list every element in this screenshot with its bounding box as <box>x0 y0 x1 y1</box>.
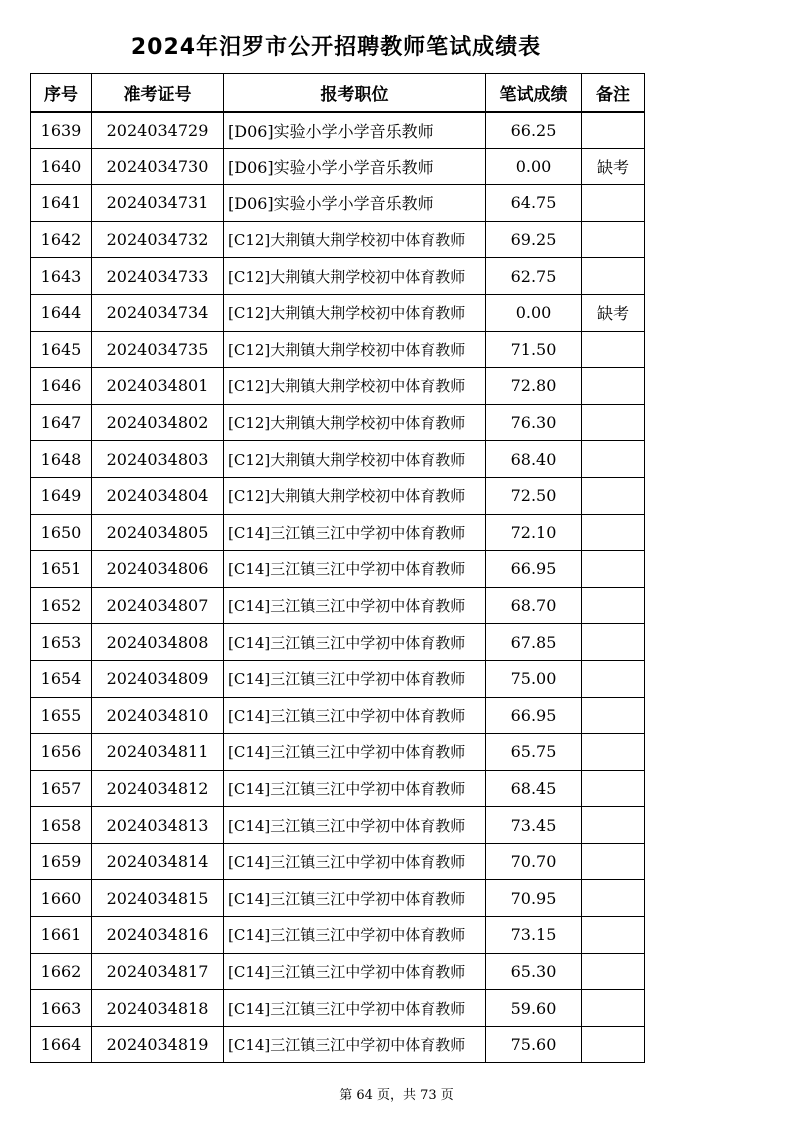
score-cell: 59.60 <box>486 990 582 1027</box>
score-cell: 73.45 <box>486 807 582 844</box>
position-cell: [C14]三江镇三江中学初中体育教师 <box>224 807 486 844</box>
ticket-number-cell: 2024034804 <box>92 477 224 514</box>
position-cell: [C14]三江镇三江中学初中体育教师 <box>224 1026 486 1063</box>
serial-cell: 1657 <box>31 770 92 807</box>
remarks-cell <box>582 880 645 917</box>
page-footer: 第 64 页，共 73 页 <box>339 1088 454 1103</box>
serial-cell: 1647 <box>31 404 92 441</box>
table-row <box>31 917 645 954</box>
ticket-number-cell: 2024034734 <box>92 294 224 331</box>
ticket-number-cell: 2024034732 <box>92 221 224 258</box>
table-row <box>31 697 645 734</box>
position-cell: [C14]三江镇三江中学初中体育教师 <box>224 990 486 1027</box>
header-ticket-number: 准考证号 <box>92 74 224 112</box>
remarks-cell <box>582 551 645 588</box>
remarks-cell <box>582 807 645 844</box>
ticket-number-cell: 2024034811 <box>92 734 224 771</box>
header-remarks: 备注 <box>582 74 645 112</box>
table-row <box>31 624 645 661</box>
table-row <box>31 404 645 441</box>
remarks-cell <box>582 660 645 697</box>
ticket-number-cell: 2024034814 <box>92 843 224 880</box>
score-cell: 73.15 <box>486 917 582 954</box>
remarks-cell <box>582 770 645 807</box>
score-cell: 69.25 <box>486 221 582 258</box>
position-cell: [C12]大荆镇大荆学校初中体育教师 <box>224 258 486 295</box>
serial-cell: 1658 <box>31 807 92 844</box>
score-cell: 0.00 <box>486 148 582 185</box>
remarks-cell <box>582 843 645 880</box>
table-row <box>31 660 645 697</box>
remarks-cell <box>582 624 645 661</box>
score-cell: 65.30 <box>486 953 582 990</box>
serial-cell: 1645 <box>31 331 92 368</box>
ticket-number-cell: 2024034816 <box>92 917 224 954</box>
table-row <box>31 843 645 880</box>
remarks-cell <box>582 953 645 990</box>
ticket-number-cell: 2024034809 <box>92 660 224 697</box>
position-cell: [D06]实验小学小学音乐教师 <box>224 185 486 222</box>
serial-cell: 1643 <box>31 258 92 295</box>
serial-cell: 1646 <box>31 368 92 405</box>
ticket-number-cell: 2024034731 <box>92 185 224 222</box>
position-cell: [C14]三江镇三江中学初中体育教师 <box>224 953 486 990</box>
remarks-cell <box>582 587 645 624</box>
ticket-number-cell: 2024034810 <box>92 697 224 734</box>
position-cell: [C14]三江镇三江中学初中体育教师 <box>224 551 486 588</box>
remarks-cell <box>582 1026 645 1063</box>
table-row <box>31 807 645 844</box>
table-header-row <box>31 74 645 112</box>
table-row <box>31 477 645 514</box>
table-row <box>31 770 645 807</box>
remarks-cell <box>582 477 645 514</box>
serial-cell: 1655 <box>31 697 92 734</box>
table-row <box>31 258 645 295</box>
ticket-number-cell: 2024034817 <box>92 953 224 990</box>
serial-cell: 1659 <box>31 843 92 880</box>
score-cell: 75.60 <box>486 1026 582 1063</box>
ticket-number-cell: 2024034801 <box>92 368 224 405</box>
ticket-number-cell: 2024034815 <box>92 880 224 917</box>
remarks-cell: 缺考 <box>582 294 645 331</box>
table-row <box>31 1026 645 1063</box>
score-cell: 72.50 <box>486 477 582 514</box>
position-cell: [C14]三江镇三江中学初中体育教师 <box>224 880 486 917</box>
score-cell: 68.45 <box>486 770 582 807</box>
serial-cell: 1642 <box>31 221 92 258</box>
ticket-number-cell: 2024034802 <box>92 404 224 441</box>
serial-cell: 1649 <box>31 477 92 514</box>
serial-cell: 1639 <box>31 112 92 149</box>
score-cell: 66.25 <box>486 112 582 149</box>
serial-cell: 1648 <box>31 441 92 478</box>
score-cell: 70.95 <box>486 880 582 917</box>
serial-cell: 1663 <box>31 990 92 1027</box>
score-cell: 70.70 <box>486 843 582 880</box>
ticket-number-cell: 2024034805 <box>92 514 224 551</box>
table-row <box>31 587 645 624</box>
position-cell: [C14]三江镇三江中学初中体育教师 <box>224 917 486 954</box>
score-cell: 76.30 <box>486 404 582 441</box>
table-row <box>31 953 645 990</box>
position-cell: [C14]三江镇三江中学初中体育教师 <box>224 734 486 771</box>
header-written-score: 笔试成绩 <box>486 74 582 112</box>
serial-cell: 1650 <box>31 514 92 551</box>
remarks-cell: 缺考 <box>582 148 645 185</box>
table-row <box>31 331 645 368</box>
position-cell: [C14]三江镇三江中学初中体育教师 <box>224 587 486 624</box>
serial-cell: 1662 <box>31 953 92 990</box>
remarks-cell <box>582 990 645 1027</box>
score-table <box>30 73 645 1063</box>
position-cell: [C14]三江镇三江中学初中体育教师 <box>224 770 486 807</box>
ticket-number-cell: 2024034803 <box>92 441 224 478</box>
ticket-number-cell: 2024034730 <box>92 148 224 185</box>
table-row <box>31 368 645 405</box>
position-cell: [C12]大荆镇大荆学校初中体育教师 <box>224 221 486 258</box>
table-row <box>31 112 645 149</box>
position-cell: [C12]大荆镇大荆学校初中体育教师 <box>224 368 486 405</box>
table-row <box>31 734 645 771</box>
ticket-number-cell: 2024034733 <box>92 258 224 295</box>
serial-cell: 1652 <box>31 587 92 624</box>
serial-cell: 1656 <box>31 734 92 771</box>
table-row <box>31 880 645 917</box>
remarks-cell <box>582 404 645 441</box>
table-row <box>31 294 645 331</box>
table-row <box>31 185 645 222</box>
ticket-number-cell: 2024034813 <box>92 807 224 844</box>
remarks-cell <box>582 331 645 368</box>
score-cell: 71.50 <box>486 331 582 368</box>
ticket-number-cell: 2024034807 <box>92 587 224 624</box>
serial-cell: 1641 <box>31 185 92 222</box>
ticket-number-cell: 2024034806 <box>92 551 224 588</box>
table-row <box>31 514 645 551</box>
serial-cell: 1664 <box>31 1026 92 1063</box>
remarks-cell <box>582 917 645 954</box>
remarks-cell <box>582 734 645 771</box>
ticket-number-cell: 2024034819 <box>92 1026 224 1063</box>
remarks-cell <box>582 441 645 478</box>
position-cell: [C12]大荆镇大荆学校初中体育教师 <box>224 477 486 514</box>
score-cell: 64.75 <box>486 185 582 222</box>
table-row <box>31 148 645 185</box>
score-cell: 72.10 <box>486 514 582 551</box>
score-cell: 66.95 <box>486 551 582 588</box>
remarks-cell <box>582 697 645 734</box>
score-cell: 72.80 <box>486 368 582 405</box>
serial-cell: 1660 <box>31 880 92 917</box>
position-cell: [C14]三江镇三江中学初中体育教师 <box>224 514 486 551</box>
score-cell: 67.85 <box>486 624 582 661</box>
header-serial: 序号 <box>31 74 92 112</box>
table-row <box>31 551 645 588</box>
header-position: 报考职位 <box>224 74 486 112</box>
table-row <box>31 221 645 258</box>
position-cell: [D06]实验小学小学音乐教师 <box>224 148 486 185</box>
remarks-cell <box>582 221 645 258</box>
remarks-cell <box>582 185 645 222</box>
serial-cell: 1651 <box>31 551 92 588</box>
position-cell: [C12]大荆镇大荆学校初中体育教师 <box>224 404 486 441</box>
remarks-cell <box>582 112 645 149</box>
serial-cell: 1644 <box>31 294 92 331</box>
ticket-number-cell: 2024034818 <box>92 990 224 1027</box>
score-cell: 62.75 <box>486 258 582 295</box>
table-row <box>31 441 645 478</box>
serial-cell: 1654 <box>31 660 92 697</box>
score-cell: 0.00 <box>486 294 582 331</box>
score-cell: 66.95 <box>486 697 582 734</box>
position-cell: [C14]三江镇三江中学初中体育教师 <box>224 660 486 697</box>
score-cell: 68.40 <box>486 441 582 478</box>
position-cell: [C12]大荆镇大荆学校初中体育教师 <box>224 331 486 368</box>
position-cell: [C12]大荆镇大荆学校初中体育教师 <box>224 441 486 478</box>
position-cell: [D06]实验小学小学音乐教师 <box>224 112 486 149</box>
ticket-number-cell: 2024034735 <box>92 331 224 368</box>
serial-cell: 1661 <box>31 917 92 954</box>
remarks-cell <box>582 368 645 405</box>
remarks-cell <box>582 514 645 551</box>
remarks-cell <box>582 258 645 295</box>
serial-cell: 1640 <box>31 148 92 185</box>
serial-cell: 1653 <box>31 624 92 661</box>
position-cell: [C14]三江镇三江中学初中体育教师 <box>224 697 486 734</box>
ticket-number-cell: 2024034812 <box>92 770 224 807</box>
score-cell: 68.70 <box>486 587 582 624</box>
page-title: 2024年汨罗市公开招聘教师笔试成绩表 <box>130 35 542 60</box>
ticket-number-cell: 2024034808 <box>92 624 224 661</box>
ticket-number-cell: 2024034729 <box>92 112 224 149</box>
position-cell: [C14]三江镇三江中学初中体育教师 <box>224 624 486 661</box>
score-cell: 65.75 <box>486 734 582 771</box>
table-row <box>31 990 645 1027</box>
score-cell: 75.00 <box>486 660 582 697</box>
position-cell: [C14]三江镇三江中学初中体育教师 <box>224 843 486 880</box>
position-cell: [C12]大荆镇大荆学校初中体育教师 <box>224 294 486 331</box>
